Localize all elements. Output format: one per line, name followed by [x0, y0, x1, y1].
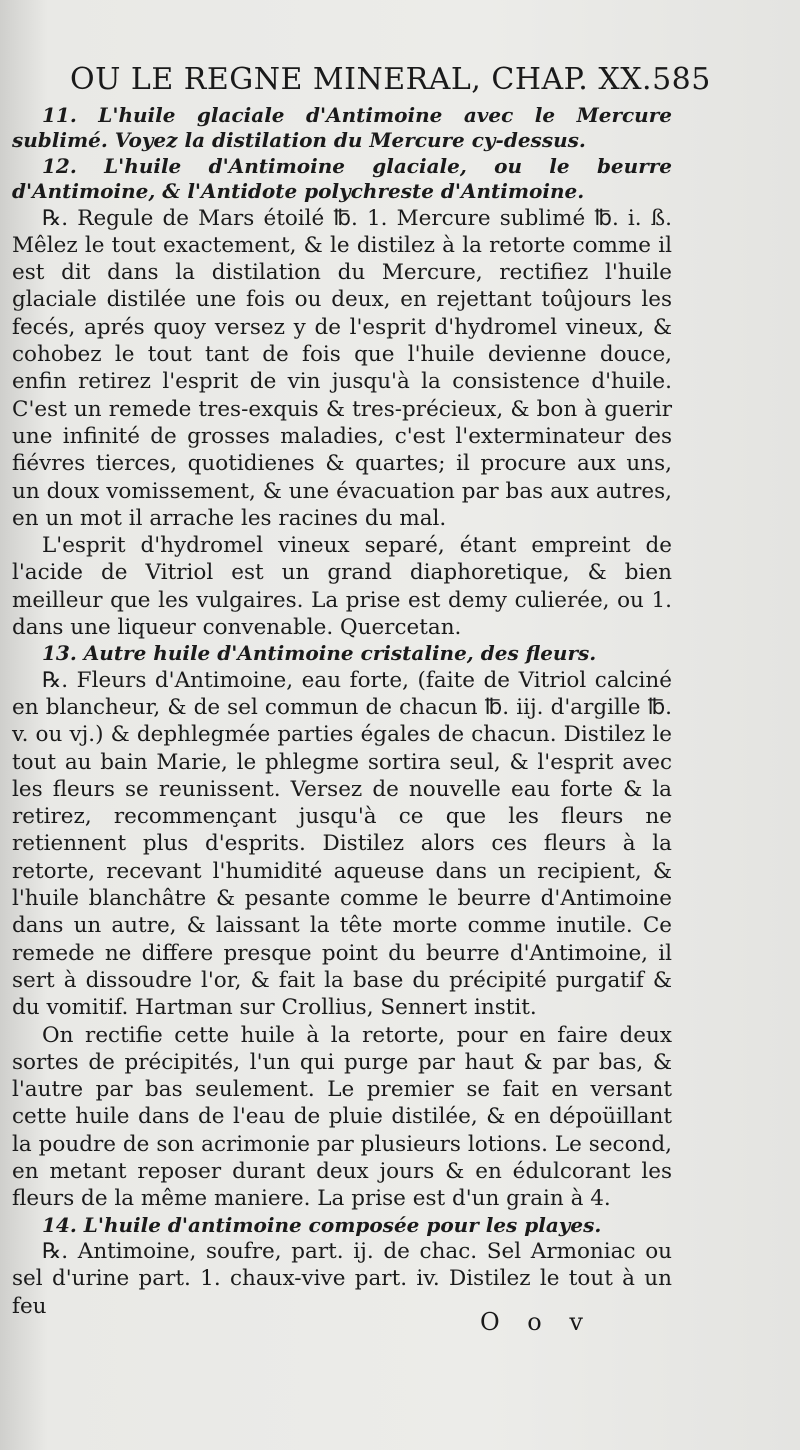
paragraph-hydromel: L'esprit d'hydromel vineux separé, étant empreint de l'acide de Vitriol est un grand diaphoretique, & bien meilleur que les vulgaires. La prise est demy culierée, ou 1. dans une liqueur convenable. Quercetan.	[12, 533, 672, 641]
paragraph-recipe-14: ℞. Antimoine, soufre, part. ij. de chac. Sel Armoniac ou sel d'urine part. 1. chaux-vive part. iv. Distilez le tout à un feu	[12, 1239, 672, 1319]
page-number: 585	[652, 62, 711, 97]
paragraph-recipe-12: ℞. Regule de Mars étoilé ℔. 1. Mercure sublimé ℔. i. ß. Mêlez le tout exactement, & le distilez à la retorte comme il est dit dans la distilation du Mercure, rectifiez l'huile glaciale distilée une fois ou deux, en rejettant toûjours les fecés, aprés quoy versez y de l'esprit d'hydromel vineux, & cohobez le tout tant de fois que l'huile devienne douce, enfin retirez l'esprit de vin jusqu'à la consistence d'huile. C'est un remede tres-exquis & tres-précieux, & bon à guerir une infinité de grosses maladies, c'est l'exterminateur des fiévres tierces, quotidienes & quartes; il procure aux uns, un doux vomissement, & une évacuation par bas aux autres, en un mot il arrache les racines du mal.	[12, 205, 672, 531]
paragraph-rectification: On rectifie cette huile à la retorte, pour en faire deux sortes de précipités, l'un qui purge par haut & par bas, & l'autre par bas seulement. Le premier se fait en versant cette huile dans de l'eau de pluie distilée, & en dépoüillant la poudre de son acrimonie par plusieurs lotions. Le second, en metant reposer durant deux jours & en édulcorant les fleurs de la même maniere. La prise est d'un grain à 4.	[12, 1022, 672, 1212]
section-heading-11: 11. L'huile glaciale d'Antimoine avec le Mercure sublimé. Voyez la distilation du Mercure cy-dessus.	[12, 103, 672, 153]
section-heading-14: 14. L'huile d'antimoine composée pour les playes.	[42, 1212, 602, 1237]
paragraph-recipe-13: ℞. Fleurs d'Antimoine, eau forte, (faite de Vitriol calciné en blancheur, & de sel commun de chacun ℔. iij. d'argille ℔. v. ou vj.) & dephlegmée parties égales de chacun. Distilez le tout au bain Marie, le phlegme sortira seul, & l'esprit avec les fleurs se reunissent. Versez de nouvelle eau forte & la retirez, recommençant jusqu'à ce que les fleurs ne retiennent plus d'esprits. Distilez alors ces fleurs à la retorte, recevant l'humidité aqueuse dans un recipient, & l'huile blanchâtre & pesante comme le beurre d'Antimoine dans un autre, & laissant la tête morte comme inutile. Ce remede ne differe presque point du beurre d'Antimoine, il sert à dissoudre l'or, & fait la base du précipité purgatif & du vomitif. Hartman sur Crollius, Sennert instit.	[12, 667, 672, 1021]
signature-mark: O o v	[480, 1308, 593, 1336]
page-body	[12, 103, 672, 1320]
section-heading-12: 12. L'huile d'Antimoine glaciale, ou le beurre d'Antimoine, & l'Antidote polychreste d'Antimoine.	[12, 153, 672, 204]
running-header	[70, 62, 711, 97]
section-heading-13: 13. Autre huile d'Antimoine cristaline, des fleurs.	[42, 641, 597, 666]
running-title: OU LE REGNE MINERAL, CHAP. XX.	[70, 62, 653, 97]
